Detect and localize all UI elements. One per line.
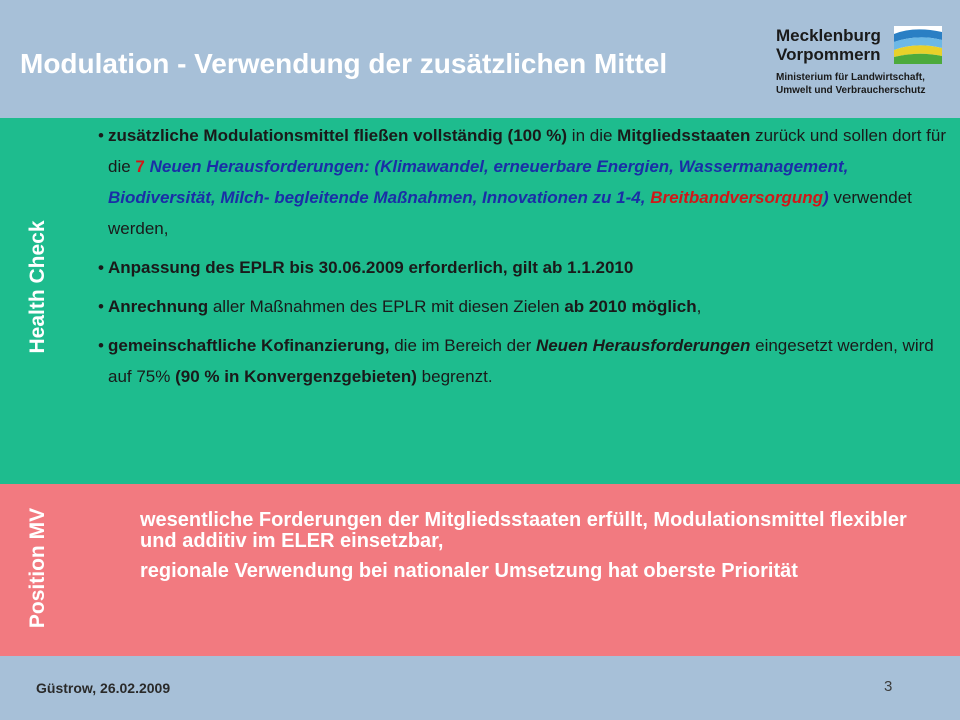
ministry-logo (762, 14, 952, 104)
bullet1-part9: verwendet werden, (108, 188, 912, 238)
bullet4-part6: begrenzt. (416, 367, 493, 386)
bullet1-part1: zusätzliche Modulationsmittel fließen vollständig (100 %) (108, 126, 568, 145)
logo-ministry-line1: Ministerium für Landwirtschaft, (776, 72, 925, 83)
bullet1-part2: in die (567, 126, 618, 145)
bullet4-part5: (90 % in Konvergenzgebieten) (175, 367, 417, 386)
bullet-crediting (98, 291, 953, 322)
logo-line1: Mecklenburg (776, 26, 881, 45)
bullet1-part4: zurück und sollen dort für die (108, 126, 946, 176)
bullet3-part3: ab 2010 möglich (564, 297, 697, 316)
health-check-label: Health Check (26, 220, 49, 354)
mv-paragraph-2: regionale Verwendung bei nationaler Umsetzung hat oberste Priorität (140, 560, 798, 582)
landscape-emblem-icon (894, 26, 942, 64)
bullet3-part4: , (696, 297, 702, 316)
slide-title: Modulation - Verwendung der zusätzlichen Mittel (20, 48, 668, 79)
position-mv-text (140, 510, 940, 591)
bullet-cofinancing (98, 330, 953, 392)
bullet1-part5: 7 (135, 157, 145, 176)
bullet-eplr-adjustment: • Anpassung des EPLR bis 30.06.2009 erforderlich, gilt ab 1.1.2010 (98, 252, 953, 283)
logo-ministry (776, 71, 925, 97)
bullet3-part1: Anrechnung (108, 297, 209, 316)
bullet4-part4: eingesetzt werden, wird auf 75% (108, 336, 934, 386)
footer-date: Güstrow, 26.02.2009 (36, 680, 171, 696)
bullet1-part3: Mitgliedsstaaten (617, 126, 751, 145)
mv-paragraph-1: wesentliche Forderungen der Mitgliedsstaaten erfüllt, Modulationsmittel flexibler und additiv im ELER einsetzbar, (140, 509, 907, 552)
logo-ministry-line2: Umwelt und Verbraucherschutz (776, 85, 926, 96)
bullet-modulation-funds (98, 120, 953, 244)
bullet4-part2: die im Bereich der (389, 336, 536, 355)
health-check-bullets (98, 120, 953, 400)
logo-line2: Vorpommern (776, 45, 881, 64)
bullet4-part1: gemeinschaftliche Kofinanzierung, (108, 336, 390, 355)
bullet4-part3: Neuen Herausforderungen (535, 336, 751, 355)
bullet1-part7: Breitbandversorgung (650, 188, 824, 207)
bullet1-part8: ) (823, 188, 829, 207)
bullet1-part6: Neuen Herausforderungen: (Klimawandel, erneuerbare Energien, Wassermanagement, Biodiversität, Milch- begleitende Maßnahmen, Innovationen zu 1-4, (108, 157, 849, 207)
page-number: 3 (884, 678, 893, 695)
bullet3-part2: aller Maßnahmen des EPLR mit diesen Zielen (208, 297, 565, 316)
logo-state-name (776, 26, 881, 64)
position-mv-label: Position MV (26, 507, 49, 629)
